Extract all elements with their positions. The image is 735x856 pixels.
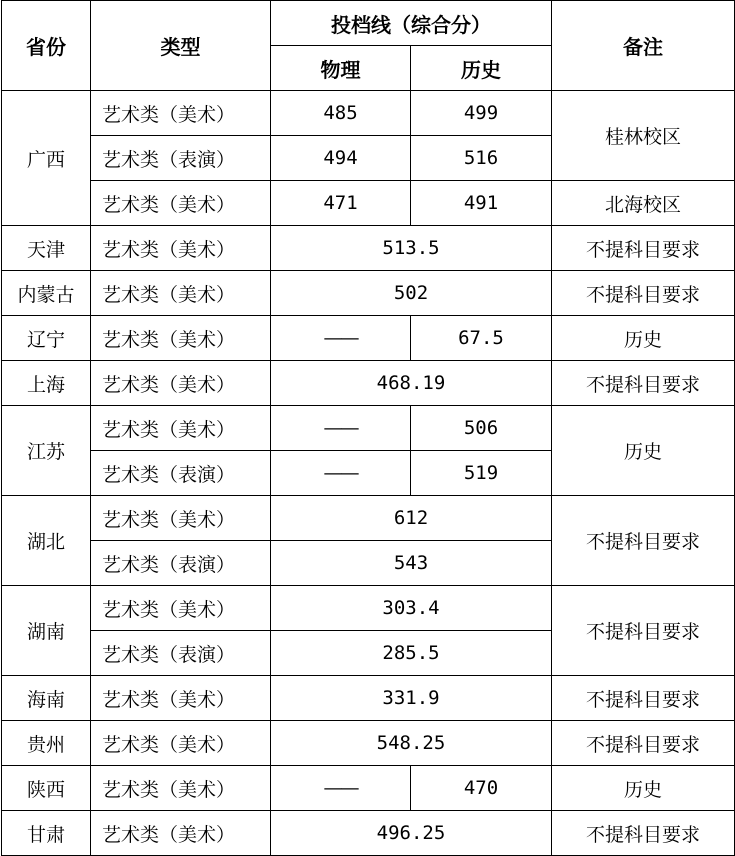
table-row	[2, 181, 735, 226]
header-history: 历史	[411, 46, 552, 91]
header-type: 类型	[91, 1, 271, 91]
remark-cell: 不提科目要求	[552, 811, 735, 856]
type-cell: 艺术类（美术）	[91, 406, 271, 451]
combined-score-cell: 612	[271, 496, 552, 541]
remark-cell: 不提科目要求	[552, 721, 735, 766]
province-cell: 内蒙古	[2, 271, 91, 316]
province-cell: 天津	[2, 226, 91, 271]
combined-score-cell: 513.5	[271, 226, 552, 271]
header-physics: 物理	[271, 46, 411, 91]
table-row	[2, 406, 735, 451]
province-cell: 陕西	[2, 766, 91, 811]
remark-cell: 北海校区	[552, 181, 735, 226]
type-cell: 艺术类（表演）	[91, 541, 271, 586]
physics-score-cell: ——	[271, 451, 411, 496]
combined-score-cell: 548.25	[271, 721, 552, 766]
physics-score-cell: ——	[271, 406, 411, 451]
remark-cell: 不提科目要求	[552, 676, 735, 721]
history-score-cell: 519	[411, 451, 552, 496]
type-cell: 艺术类（美术）	[91, 676, 271, 721]
remark-cell: 不提科目要求	[552, 586, 735, 676]
province-cell: 甘肃	[2, 811, 91, 856]
combined-score-cell: 331.9	[271, 676, 552, 721]
combined-score-cell: 285.5	[271, 631, 552, 676]
type-cell: 艺术类（美术）	[91, 721, 271, 766]
type-cell: 艺术类（美术）	[91, 226, 271, 271]
province-cell: 贵州	[2, 721, 91, 766]
remark-cell: 历史	[552, 766, 735, 811]
type-cell: 艺术类（美术）	[91, 361, 271, 406]
header-row	[2, 1, 735, 46]
province-cell: 湖南	[2, 586, 91, 676]
province-cell: 湖北	[2, 496, 91, 586]
table-row	[2, 766, 735, 811]
history-score-cell: 491	[411, 181, 552, 226]
type-cell: 艺术类（美术）	[91, 316, 271, 361]
table-row	[2, 676, 735, 721]
province-cell: 海南	[2, 676, 91, 721]
history-score-cell: 516	[411, 136, 552, 181]
physics-score-cell: ——	[271, 766, 411, 811]
table-row	[2, 361, 735, 406]
header-province: 省份	[2, 1, 91, 91]
combined-score-cell: 496.25	[271, 811, 552, 856]
table-row	[2, 721, 735, 766]
type-cell: 艺术类（美术）	[91, 496, 271, 541]
combined-score-cell: 543	[271, 541, 552, 586]
remark-cell: 不提科目要求	[552, 226, 735, 271]
table-row	[2, 226, 735, 271]
remark-cell: 历史	[552, 316, 735, 361]
admission-score-table	[1, 0, 735, 856]
type-cell: 艺术类（表演）	[91, 451, 271, 496]
type-cell: 艺术类（美术）	[91, 181, 271, 226]
combined-score-cell: 303.4	[271, 586, 552, 631]
type-cell: 艺术类（美术）	[91, 586, 271, 631]
combined-score-cell: 468.19	[271, 361, 552, 406]
remark-cell: 不提科目要求	[552, 361, 735, 406]
table-row	[2, 811, 735, 856]
table-row	[2, 271, 735, 316]
remark-cell: 桂林校区	[552, 91, 735, 181]
province-cell: 江苏	[2, 406, 91, 496]
province-cell: 上海	[2, 361, 91, 406]
table-row	[2, 496, 735, 541]
history-score-cell: 67.5	[411, 316, 552, 361]
remark-cell: 不提科目要求	[552, 271, 735, 316]
header-score-line: 投档线（综合分）	[271, 1, 552, 46]
table-row	[2, 586, 735, 631]
province-cell: 广西	[2, 91, 91, 226]
physics-score-cell: 471	[271, 181, 411, 226]
type-cell: 艺术类（表演）	[91, 136, 271, 181]
table-row	[2, 91, 735, 136]
combined-score-cell: 502	[271, 271, 552, 316]
type-cell: 艺术类（美术）	[91, 766, 271, 811]
remark-cell: 不提科目要求	[552, 496, 735, 586]
type-cell: 艺术类（美术）	[91, 91, 271, 136]
history-score-cell: 470	[411, 766, 552, 811]
physics-score-cell: 485	[271, 91, 411, 136]
physics-score-cell: 494	[271, 136, 411, 181]
province-cell: 辽宁	[2, 316, 91, 361]
type-cell: 艺术类（美术）	[91, 811, 271, 856]
type-cell: 艺术类（表演）	[91, 631, 271, 676]
header-remark: 备注	[552, 1, 735, 91]
physics-score-cell: ——	[271, 316, 411, 361]
history-score-cell: 506	[411, 406, 552, 451]
remark-cell: 历史	[552, 406, 735, 496]
history-score-cell: 499	[411, 91, 552, 136]
type-cell: 艺术类（美术）	[91, 271, 271, 316]
table-row	[2, 316, 735, 361]
